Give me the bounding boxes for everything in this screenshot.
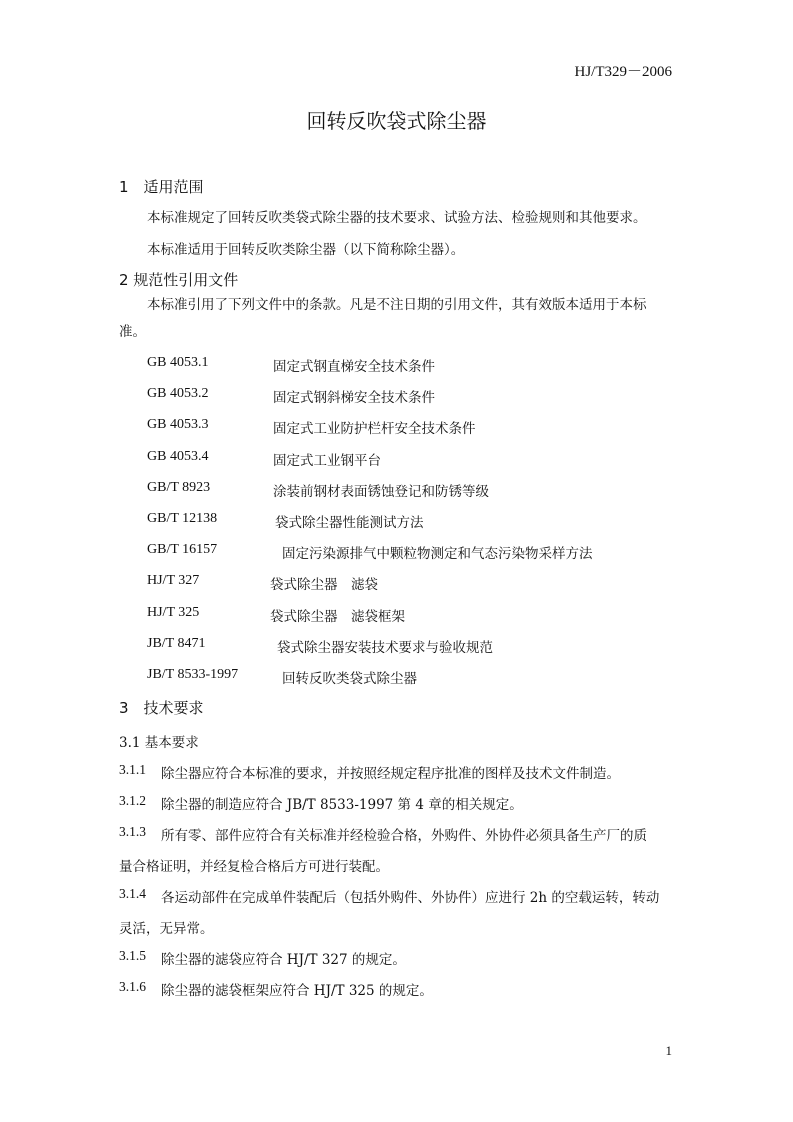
reference-code: GB/T 16157	[147, 542, 218, 558]
reference-code: GB 4053.4	[147, 448, 209, 464]
clause-text-continued: 量合格证明，并经复检合格后方可进行装配。	[119, 859, 389, 875]
paragraph: 本标准引用了下列文件中的条款。凡是不注日期的引用文件，其有效版本适用于本标	[147, 297, 647, 313]
section-3-heading: 3 技术要求	[119, 699, 204, 717]
reference-code: GB 4053.3	[147, 417, 209, 433]
reference-title: 固定式工业防护栏杆安全技术条件	[273, 421, 476, 438]
clause-text: 各运动部件在完成单件装配后（包括外购件、外协件）应进行 2h 的空载运转，转动	[161, 890, 660, 906]
clause-number: 3.1.4	[119, 886, 146, 901]
reference-code: GB/T 12138	[147, 511, 218, 526]
reference-code: GB 4053.1	[147, 355, 209, 370]
clause-text: 除尘器的滤袋应符合 HJ/T 327 的规定。	[161, 952, 406, 968]
clause-number: 3.1.2	[119, 793, 146, 808]
reference-title: 袋式除尘器安装技术要求与验收规范	[277, 639, 493, 656]
reference-code: JB/T 8533-1997	[147, 667, 239, 682]
paragraph: 本标准规定了回转反吹类袋式除尘器的技术要求、试验方法、检验规则和其他要求。	[147, 210, 647, 226]
document-title: 回转反吹袋式除尘器	[306, 109, 487, 133]
reference-title: 固定式钢直梯安全技术条件	[273, 359, 435, 375]
clause-text: 除尘器的制造应符合 JB/T 8533-1997 第 4 章的相关规定。	[161, 797, 523, 813]
reference-code: GB/T 8923	[147, 479, 211, 495]
page-number: 1	[665, 1043, 672, 1058]
section-2-heading: 2 规范性引用文件	[119, 271, 239, 289]
clause-text: 除尘器应符合本标准的要求，并按照经规定程序批准的图样及技术文件制造。	[161, 766, 620, 782]
reference-title: 固定污染源排气中颗粒物测定和气态污染物采样方法	[282, 546, 593, 563]
clause-number: 3.1.3	[119, 824, 146, 839]
clause-text: 所有零、部件应符合有关标准并经检验合格，外购件、外协件必须具备生产厂的质	[161, 828, 647, 844]
reference-title: 固定式钢斜梯安全技术条件	[273, 390, 435, 407]
clause-number: 3.1.6	[119, 979, 146, 994]
reference-code: HJ/T 325	[147, 604, 200, 620]
clause-text-continued: 灵活，无异常。	[119, 921, 214, 937]
reference-code: HJ/T 327	[147, 573, 200, 589]
reference-title: 袋式除尘器 滤袋	[270, 577, 378, 594]
reference-title: 袋式除尘器性能测试方法	[275, 515, 424, 531]
paragraph: 准。	[119, 324, 146, 340]
reference-title: 涂装前钢材表面锈蚀登记和防锈等级	[273, 483, 489, 500]
clause-text: 除尘器的滤袋框架应符合 HJ/T 325 的规定。	[161, 983, 433, 999]
paragraph: 本标准适用于回转反吹类除尘器（以下简称除尘器）。	[147, 242, 465, 258]
reference-title: 袋式除尘器 滤袋框架	[270, 608, 405, 625]
clause-number: 3.1.1	[119, 762, 146, 777]
subsection-heading: 3.1 基本要求	[119, 735, 199, 751]
standard-number: HJ/T329－2006	[574, 64, 672, 80]
reference-code: JB/T 8471	[147, 635, 206, 651]
reference-title: 固定式工业钢平台	[273, 452, 381, 469]
reference-code: GB 4053.2	[147, 386, 209, 402]
section-1-heading: 1 适用范围	[119, 178, 204, 196]
reference-title: 回转反吹类袋式除尘器	[282, 671, 417, 687]
clause-number: 3.1.5	[119, 948, 146, 963]
